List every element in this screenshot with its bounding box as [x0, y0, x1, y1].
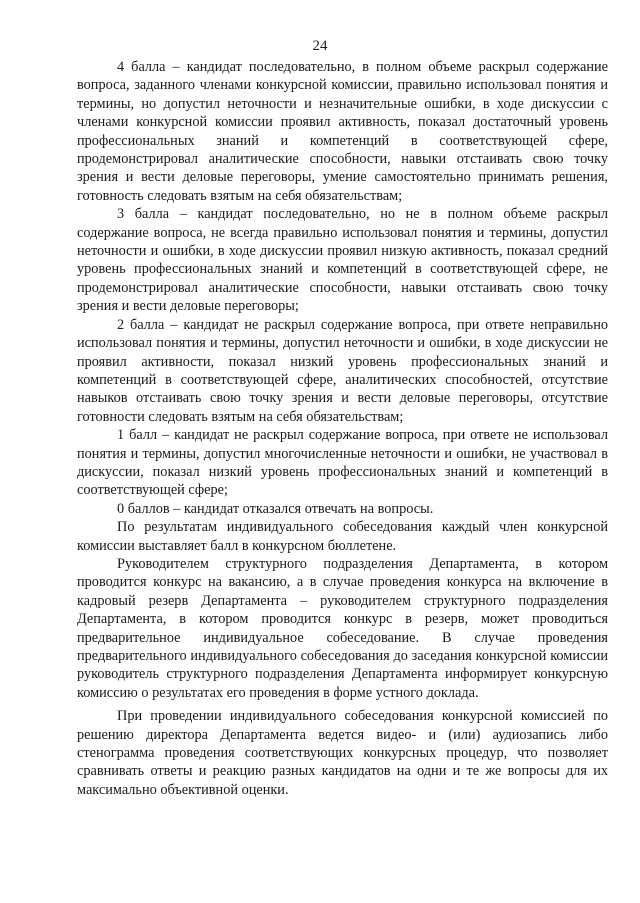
paragraph-score-4: 4 балла – кандидат последовательно, в полном объеме раскрыл содержание вопроса, заданного членами конкурсной комиссии, правильно использовал понятия и термины, но допустил неточности и незначительные ошибки, в ходе дискуссии с членами конкурсной комиссии проявил активность, показал достаточный уровень профессиональных знаний и компетенций в соответствующей сфере, продемонстрировал аналитические способности, навыки отстаивать свою точку зрения и вести деловые переговоры, умение самостоятельно принимать решения, готовность следовать взятым на себя обязательствам;	[77, 59, 608, 204]
page-number: 24	[312, 38, 328, 54]
paragraph-score-0: 0 баллов – кандидат отказался отвечать на вопросы.	[117, 500, 434, 517]
document-body	[77, 58, 608, 799]
paragraph-ballot: По результатам индивидуального собеседования каждый член конкурсной комиссии выставляет балл в конкурсном бюллетене.	[77, 519, 608, 554]
paragraph-preliminary-interview: Руководителем структурного подразделения Департамента, в котором проводится конкурс на вакансию, а в случае проведения конкурса на включение в кадровый резерв Департамента – руководителем структурного подразделения Департамента, в котором проводится конкурс в резерв, может проводиться предварительное индивидуальное собеседование. В случае проведения предварительного индивидуального собеседования до заседания конкурсной комиссии руководитель структурного подразделения Департамента информирует конкурсную комиссию о результатах его проведения в форме устного доклада.	[77, 555, 608, 701]
paragraph-score-1: 1 балл – кандидат не раскрыл содержание вопроса, при ответе не использовал понятия и термины, допустил многочисленные неточности и ошибки, не участвовал в дискуссии, показал низкий уровень профессиональных знаний и компетенций в соответствующей сфере;	[77, 427, 608, 499]
paragraph-recording: При проведении индивидуального собеседования конкурсной комиссией по решению директора Департамента ведется видео- и (или) аудиозапись либо стенограмма проведения соответствующих конкурсных процедур, что позволяет сравнивать ответы и реакцию разных кандидатов на одни и те же вопросы для их максимально объективной оценки.	[77, 708, 608, 798]
paragraph-score-2: 2 балла – кандидат не раскрыл содержание вопроса, при ответе неправильно использовал понятия и термины, допустил неточности и ошибки, в ходе дискуссии не проявил активности, показал низкий уровень профессиональных знаний и компетенций в соответствующей сфере, аналитических способностей, отсутствие навыков отстаивать свою точку зрения и вести деловые переговоры, отсутствие готовности следовать взятым на себя обязательствам;	[77, 316, 608, 425]
paragraph-score-3: 3 балла – кандидат последовательно, но не в полном объеме раскрыл содержание вопроса, не всегда правильно использовал понятия и термины, допустил неточности и ошибки, в ходе дискуссии проявил низкую активность, показал средний уровень профессиональных знаний и компетенций в соответствующей сфере, не продемонстрировал аналитические способности, навыки отстаивать свою точку зрения и вести деловые переговоры;	[77, 206, 608, 315]
